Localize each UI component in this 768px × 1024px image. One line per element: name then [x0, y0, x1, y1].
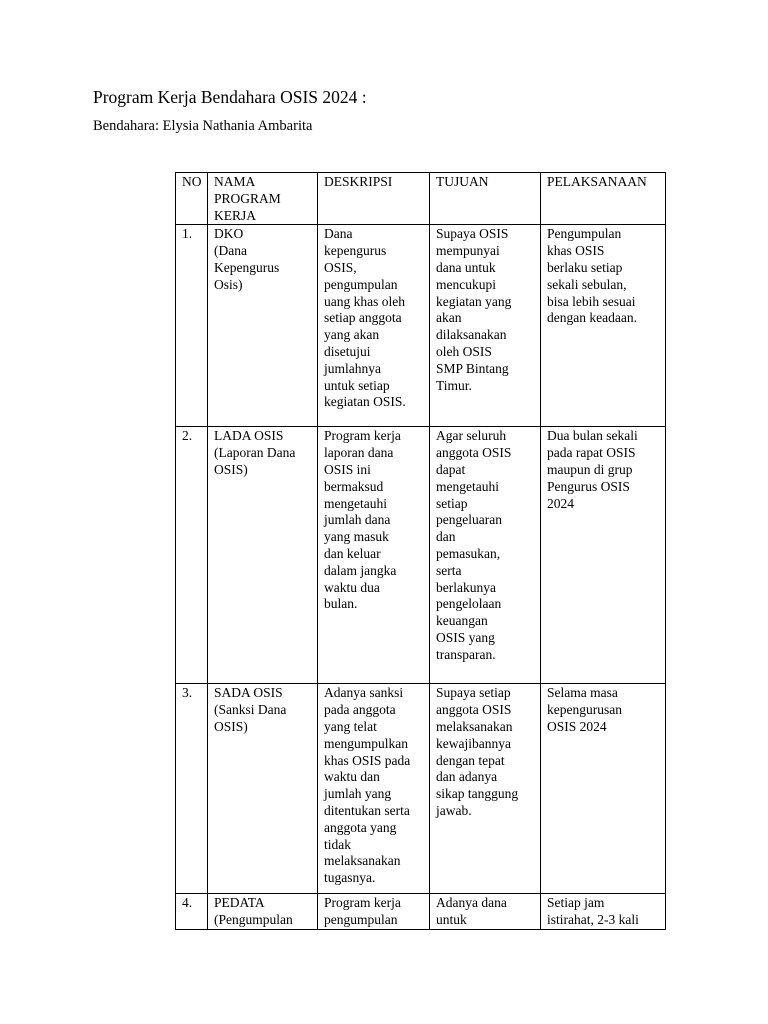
cell-purpose: Adanya dana untuk	[430, 894, 541, 930]
header-implementation: PELAKSANAAN	[541, 173, 666, 225]
table-row	[176, 225, 666, 427]
table-row	[176, 427, 666, 684]
header-no: NO	[176, 173, 208, 225]
cell-no: 3.	[176, 684, 208, 894]
cell-description: Program kerja pengumpulan	[318, 894, 430, 930]
cell-purpose: Supaya setiap anggota OSIS melaksanakan kewajibannya dengan tepat dan adanya sikap tanggung jawab.	[430, 684, 541, 894]
cell-program-name: DKO (Dana Kepengurus Osis)	[208, 225, 318, 427]
cell-no: 2.	[176, 427, 208, 684]
cell-purpose: Supaya OSIS mempunyai dana untuk mencukupi kegiatan yang akan dilaksanakan oleh OSIS SMP Bintang Timur.	[430, 225, 541, 427]
table-row	[176, 684, 666, 894]
header-program-name: NAMA PROGRAM KERJA	[208, 173, 318, 225]
cell-description: Adanya sanksi pada anggota yang telat mengumpulkan khas OSIS pada waktu dan jumlah yang ditentukan serta anggota yang tidak melaksanakan tugasnya.	[318, 684, 430, 894]
cell-program-name: LADA OSIS (Laporan Dana OSIS)	[208, 427, 318, 684]
cell-implementation: Setiap jam istirahat, 2-3 kali	[541, 894, 666, 930]
cell-implementation: Pengumpulan khas OSIS berlaku setiap sekali sebulan, bisa lebih sesuai dengan keadaan.	[541, 225, 666, 427]
document-title: Program Kerja Bendahara OSIS 2024 :	[93, 87, 367, 107]
treasurer-line: Bendahara: Elysia Nathania Ambarita	[93, 118, 313, 134]
cell-implementation: Selama masa kepengurusan OSIS 2024	[541, 684, 666, 894]
cell-no: 4.	[176, 894, 208, 930]
cell-purpose: Agar seluruh anggota OSIS dapat mengetauhi setiap pengeluaran dan pemasukan, serta berlakunya pengelolaan keuangan OSIS yang transparan.	[430, 427, 541, 684]
cell-no: 1.	[176, 225, 208, 427]
table-header-row	[176, 173, 666, 225]
cell-program-name: PEDATA (Pengumpulan	[208, 894, 318, 930]
work-program-table	[175, 172, 666, 930]
cell-description: Program kerja laporan dana OSIS ini bermaksud mengetauhi jumlah dana yang masuk dan keluar dalam jangka waktu dua bulan.	[318, 427, 430, 684]
table-row	[176, 894, 666, 930]
header-description: DESKRIPSI	[318, 173, 430, 225]
cell-program-name: SADA OSIS (Sanksi Dana OSIS)	[208, 684, 318, 894]
cell-implementation: Dua bulan sekali pada rapat OSIS maupun di grup Pengurus OSIS 2024	[541, 427, 666, 684]
header-purpose: TUJUAN	[430, 173, 541, 225]
cell-description: Dana kepengurus OSIS, pengumpulan uang khas oleh setiap anggota yang akan disetujui jumlahnya untuk setiap kegiatan OSIS.	[318, 225, 430, 427]
